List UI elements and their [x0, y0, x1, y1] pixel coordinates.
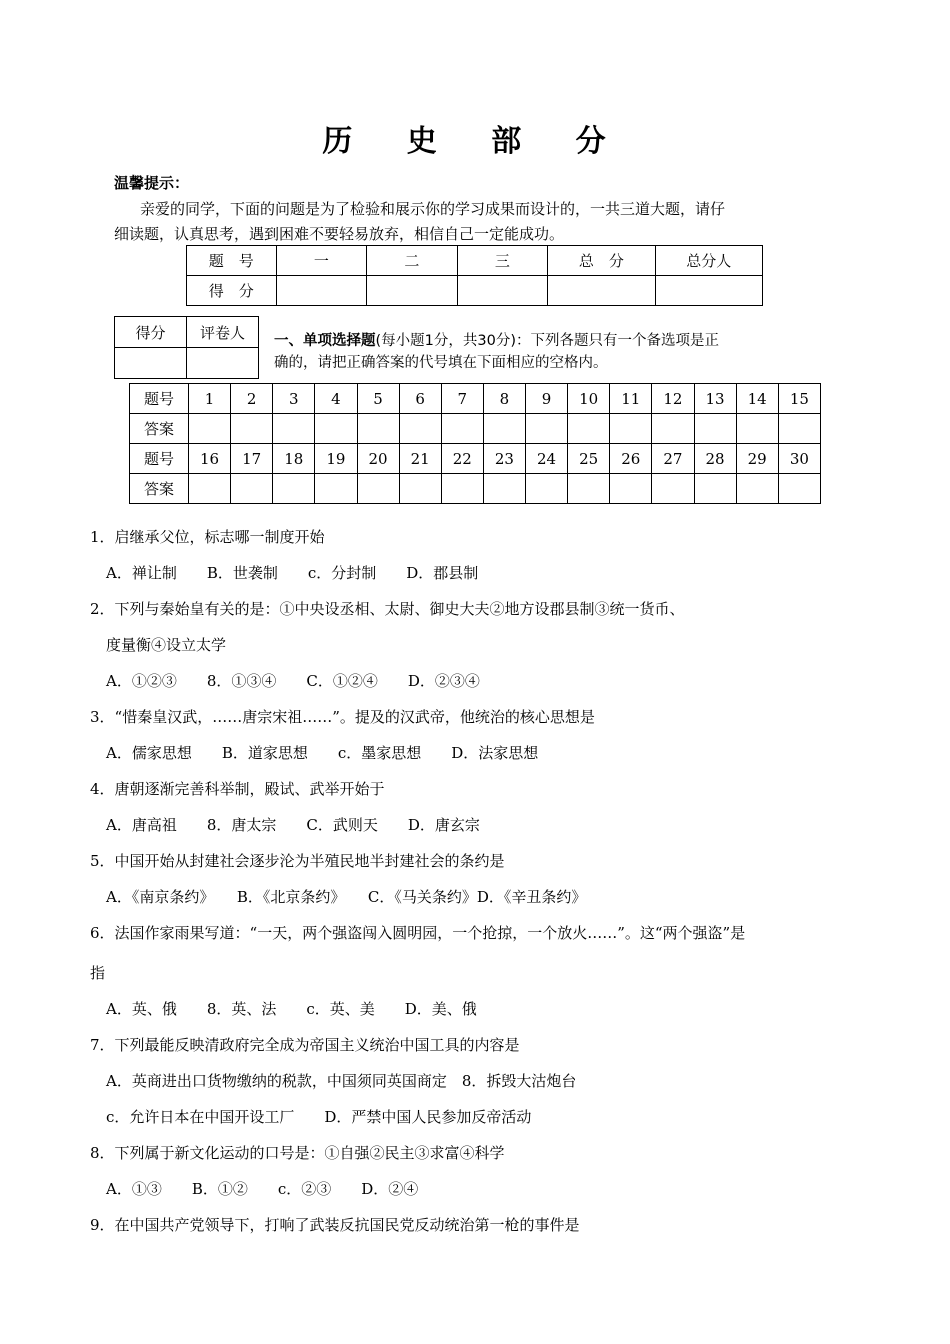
question-8-stem: 8．下列属于新文化运动的口号是：①自强②民主③求富④科学	[90, 1144, 505, 1162]
grid-answer-cell[interactable]	[357, 474, 399, 504]
question-6-stem-cont: 指	[90, 964, 106, 982]
section-1-instruction-cont: 确的，请把正确答案的代号填在下面相应的空格内。	[274, 355, 608, 371]
question-1-options: A．禅让制 B．世袭制 c．分封制 D．郡县制	[106, 564, 479, 582]
grid-number-cell: 9	[526, 384, 568, 414]
grid-number-cell: 29	[736, 444, 778, 474]
question-7-options-1: A．英商进出口货物缴纳的税款，中国须同英国商定 8．拆毁大沽炮台	[106, 1072, 577, 1090]
tip-line-2: 细读题，认真思考，遇到困难不要轻易放弃，相信自己一定能成功。	[114, 225, 565, 243]
grid-answer-cell[interactable]	[652, 474, 694, 504]
grader-name-label: 评卷人	[187, 317, 259, 348]
grid-answer-cell[interactable]	[778, 474, 820, 504]
grid-answer-cell[interactable]	[694, 414, 736, 444]
section-1-title: 一、单项选择题	[274, 333, 376, 349]
grid-number-cell: 21	[399, 444, 441, 474]
grid-answer-cell[interactable]	[357, 414, 399, 444]
grid-row-label: 题号	[130, 384, 189, 414]
grid-number-cell: 17	[231, 444, 273, 474]
grid-number-cell: 13	[694, 384, 736, 414]
score-header-cell: 一	[276, 246, 367, 276]
grid-answer-cell[interactable]	[778, 414, 820, 444]
grader-name-cell[interactable]	[187, 348, 259, 379]
grid-answer-cell[interactable]	[526, 474, 568, 504]
grid-answer-cell[interactable]	[526, 414, 568, 444]
question-3-options: A．儒家思想 B．道家思想 c．墨家思想 D．法家思想	[106, 744, 539, 762]
score-row-label: 得 分	[187, 276, 277, 306]
grid-answer-cell[interactable]	[694, 474, 736, 504]
score-input-cell[interactable]	[276, 276, 367, 306]
grid-number-cell: 24	[526, 444, 568, 474]
answer-grid-answer-row	[130, 474, 821, 504]
score-table	[186, 245, 763, 306]
question-5-stem: 5．中国开始从封建社会逐步沦为半殖民地半封建社会的条约是	[90, 852, 505, 870]
grid-answer-cell[interactable]	[399, 414, 441, 444]
question-4-options: A．唐高祖 8．唐太宗 C．武则天 D．唐玄宗	[106, 816, 480, 834]
grid-number-cell: 2	[231, 384, 273, 414]
grid-number-cell: 14	[736, 384, 778, 414]
grid-answer-cell[interactable]	[231, 414, 273, 444]
grid-number-cell: 7	[441, 384, 483, 414]
question-8-options: A．①③ B．①② c．②③ D．②④	[106, 1180, 419, 1198]
grid-answer-cell[interactable]	[189, 474, 231, 504]
score-input-cell[interactable]	[548, 276, 655, 306]
section-1-instruction: ：下列各题只有一个备选项是正	[516, 333, 719, 349]
grader-score-label: 得分	[115, 317, 187, 348]
grid-number-cell: 20	[357, 444, 399, 474]
grid-number-cell: 18	[273, 444, 315, 474]
answer-grid-number-row	[130, 444, 821, 474]
grid-number-cell: 11	[610, 384, 652, 414]
question-6-options: A．英、俄 8．英、法 c．英、美 D．美、俄	[106, 1000, 477, 1018]
grid-number-cell: 25	[568, 444, 610, 474]
grid-number-cell: 6	[399, 384, 441, 414]
answer-grid-answer-row	[130, 414, 821, 444]
page-title: 历 史 部 分	[322, 124, 628, 159]
score-input-cell[interactable]	[367, 276, 458, 306]
grid-number-cell: 19	[315, 444, 357, 474]
grid-answer-cell[interactable]	[736, 414, 778, 444]
grid-answer-cell[interactable]	[273, 474, 315, 504]
grid-number-cell: 27	[652, 444, 694, 474]
grid-number-cell: 16	[189, 444, 231, 474]
grid-answer-cell[interactable]	[483, 474, 525, 504]
grid-number-cell: 5	[357, 384, 399, 414]
score-header-cell: 总分人	[655, 246, 762, 276]
grid-answer-cell[interactable]	[441, 474, 483, 504]
grid-answer-cell[interactable]	[610, 474, 652, 504]
grader-score-cell[interactable]	[115, 348, 187, 379]
score-input-cell[interactable]	[457, 276, 548, 306]
grid-number-cell: 23	[483, 444, 525, 474]
section-1-points: (每小题1分，共30分)	[375, 333, 516, 349]
question-9-stem: 9．在中国共产党领导下，打响了武装反抗国民党反动统治第一枪的事件是	[90, 1216, 580, 1234]
tip-line-1: 亲爱的同学，下面的问题是为了检验和展示你的学习成果而设计的，一共三道大题，请仔	[140, 200, 726, 218]
grid-number-cell: 8	[483, 384, 525, 414]
grid-number-cell: 26	[610, 444, 652, 474]
question-5-options: A．《南京条约》 B．《北京条约》 C．《马关条约》D．《辛丑条约》	[106, 888, 587, 906]
question-1-stem: 1．启继承父位，标志哪一制度开始	[90, 528, 325, 546]
grader-box	[114, 316, 259, 379]
grid-number-cell: 15	[778, 384, 820, 414]
grid-answer-cell[interactable]	[736, 474, 778, 504]
score-header-cell: 题 号	[187, 246, 277, 276]
question-2-stem: 2．下列与秦始皇有关的是：①中央设丞相、太尉、御史大夫②地方设郡县制③统一货币、	[90, 600, 685, 618]
grid-number-cell: 3	[273, 384, 315, 414]
grid-number-cell: 1	[189, 384, 231, 414]
grid-row-label: 答案	[130, 474, 189, 504]
grid-answer-cell[interactable]	[231, 474, 273, 504]
question-3-stem: 3．“惜秦皇汉武，……唐宗宋祖……”。提及的汉武帝，他统治的核心思想是	[90, 708, 595, 726]
grid-answer-cell[interactable]	[189, 414, 231, 444]
grid-number-cell: 12	[652, 384, 694, 414]
grid-answer-cell[interactable]	[652, 414, 694, 444]
grid-answer-cell[interactable]	[483, 414, 525, 444]
grid-number-cell: 22	[441, 444, 483, 474]
question-4-stem: 4．唐朝逐渐完善科举制，殿试、武举开始于	[90, 780, 385, 798]
score-table-header-row	[187, 246, 763, 276]
grid-number-cell: 28	[694, 444, 736, 474]
grid-answer-cell[interactable]	[568, 414, 610, 444]
grid-number-cell: 4	[315, 384, 357, 414]
grid-number-cell: 30	[778, 444, 820, 474]
grid-answer-cell[interactable]	[315, 474, 357, 504]
grid-number-cell: 10	[568, 384, 610, 414]
score-header-cell: 二	[367, 246, 458, 276]
question-2-options: A．①②③ 8．①③④ C．①②④ D．②③④	[106, 672, 480, 690]
question-6-stem: 6．法国作家雨果写道：“一天，两个强盗闯入圆明园，一个抢掠，一个放火……”。这“两个强盗”是	[90, 924, 746, 942]
question-2-stem-cont: 度量衡④设立太学	[106, 636, 227, 654]
score-header-cell: 总 分	[548, 246, 655, 276]
score-table-score-row	[187, 276, 763, 306]
grid-answer-cell[interactable]	[273, 414, 315, 444]
grid-row-label: 答案	[130, 414, 189, 444]
grid-answer-cell[interactable]	[315, 414, 357, 444]
grid-answer-cell[interactable]	[399, 474, 441, 504]
question-7-options-2: c．允许日本在中国开设工厂 D．严禁中国人民参加反帝活动	[106, 1108, 532, 1126]
score-input-cell[interactable]	[655, 276, 762, 306]
grid-answer-cell[interactable]	[610, 414, 652, 444]
grid-answer-cell[interactable]	[568, 474, 610, 504]
answer-grid	[129, 383, 821, 504]
answer-grid-number-row	[130, 384, 821, 414]
question-7-stem: 7．下列最能反映清政府完全成为帝国主义统治中国工具的内容是	[90, 1036, 520, 1054]
score-header-cell: 三	[457, 246, 548, 276]
section-1-heading	[274, 330, 854, 374]
grid-row-label: 题号	[130, 444, 189, 474]
grid-answer-cell[interactable]	[441, 414, 483, 444]
tip-heading: 温馨提示：	[114, 174, 190, 192]
